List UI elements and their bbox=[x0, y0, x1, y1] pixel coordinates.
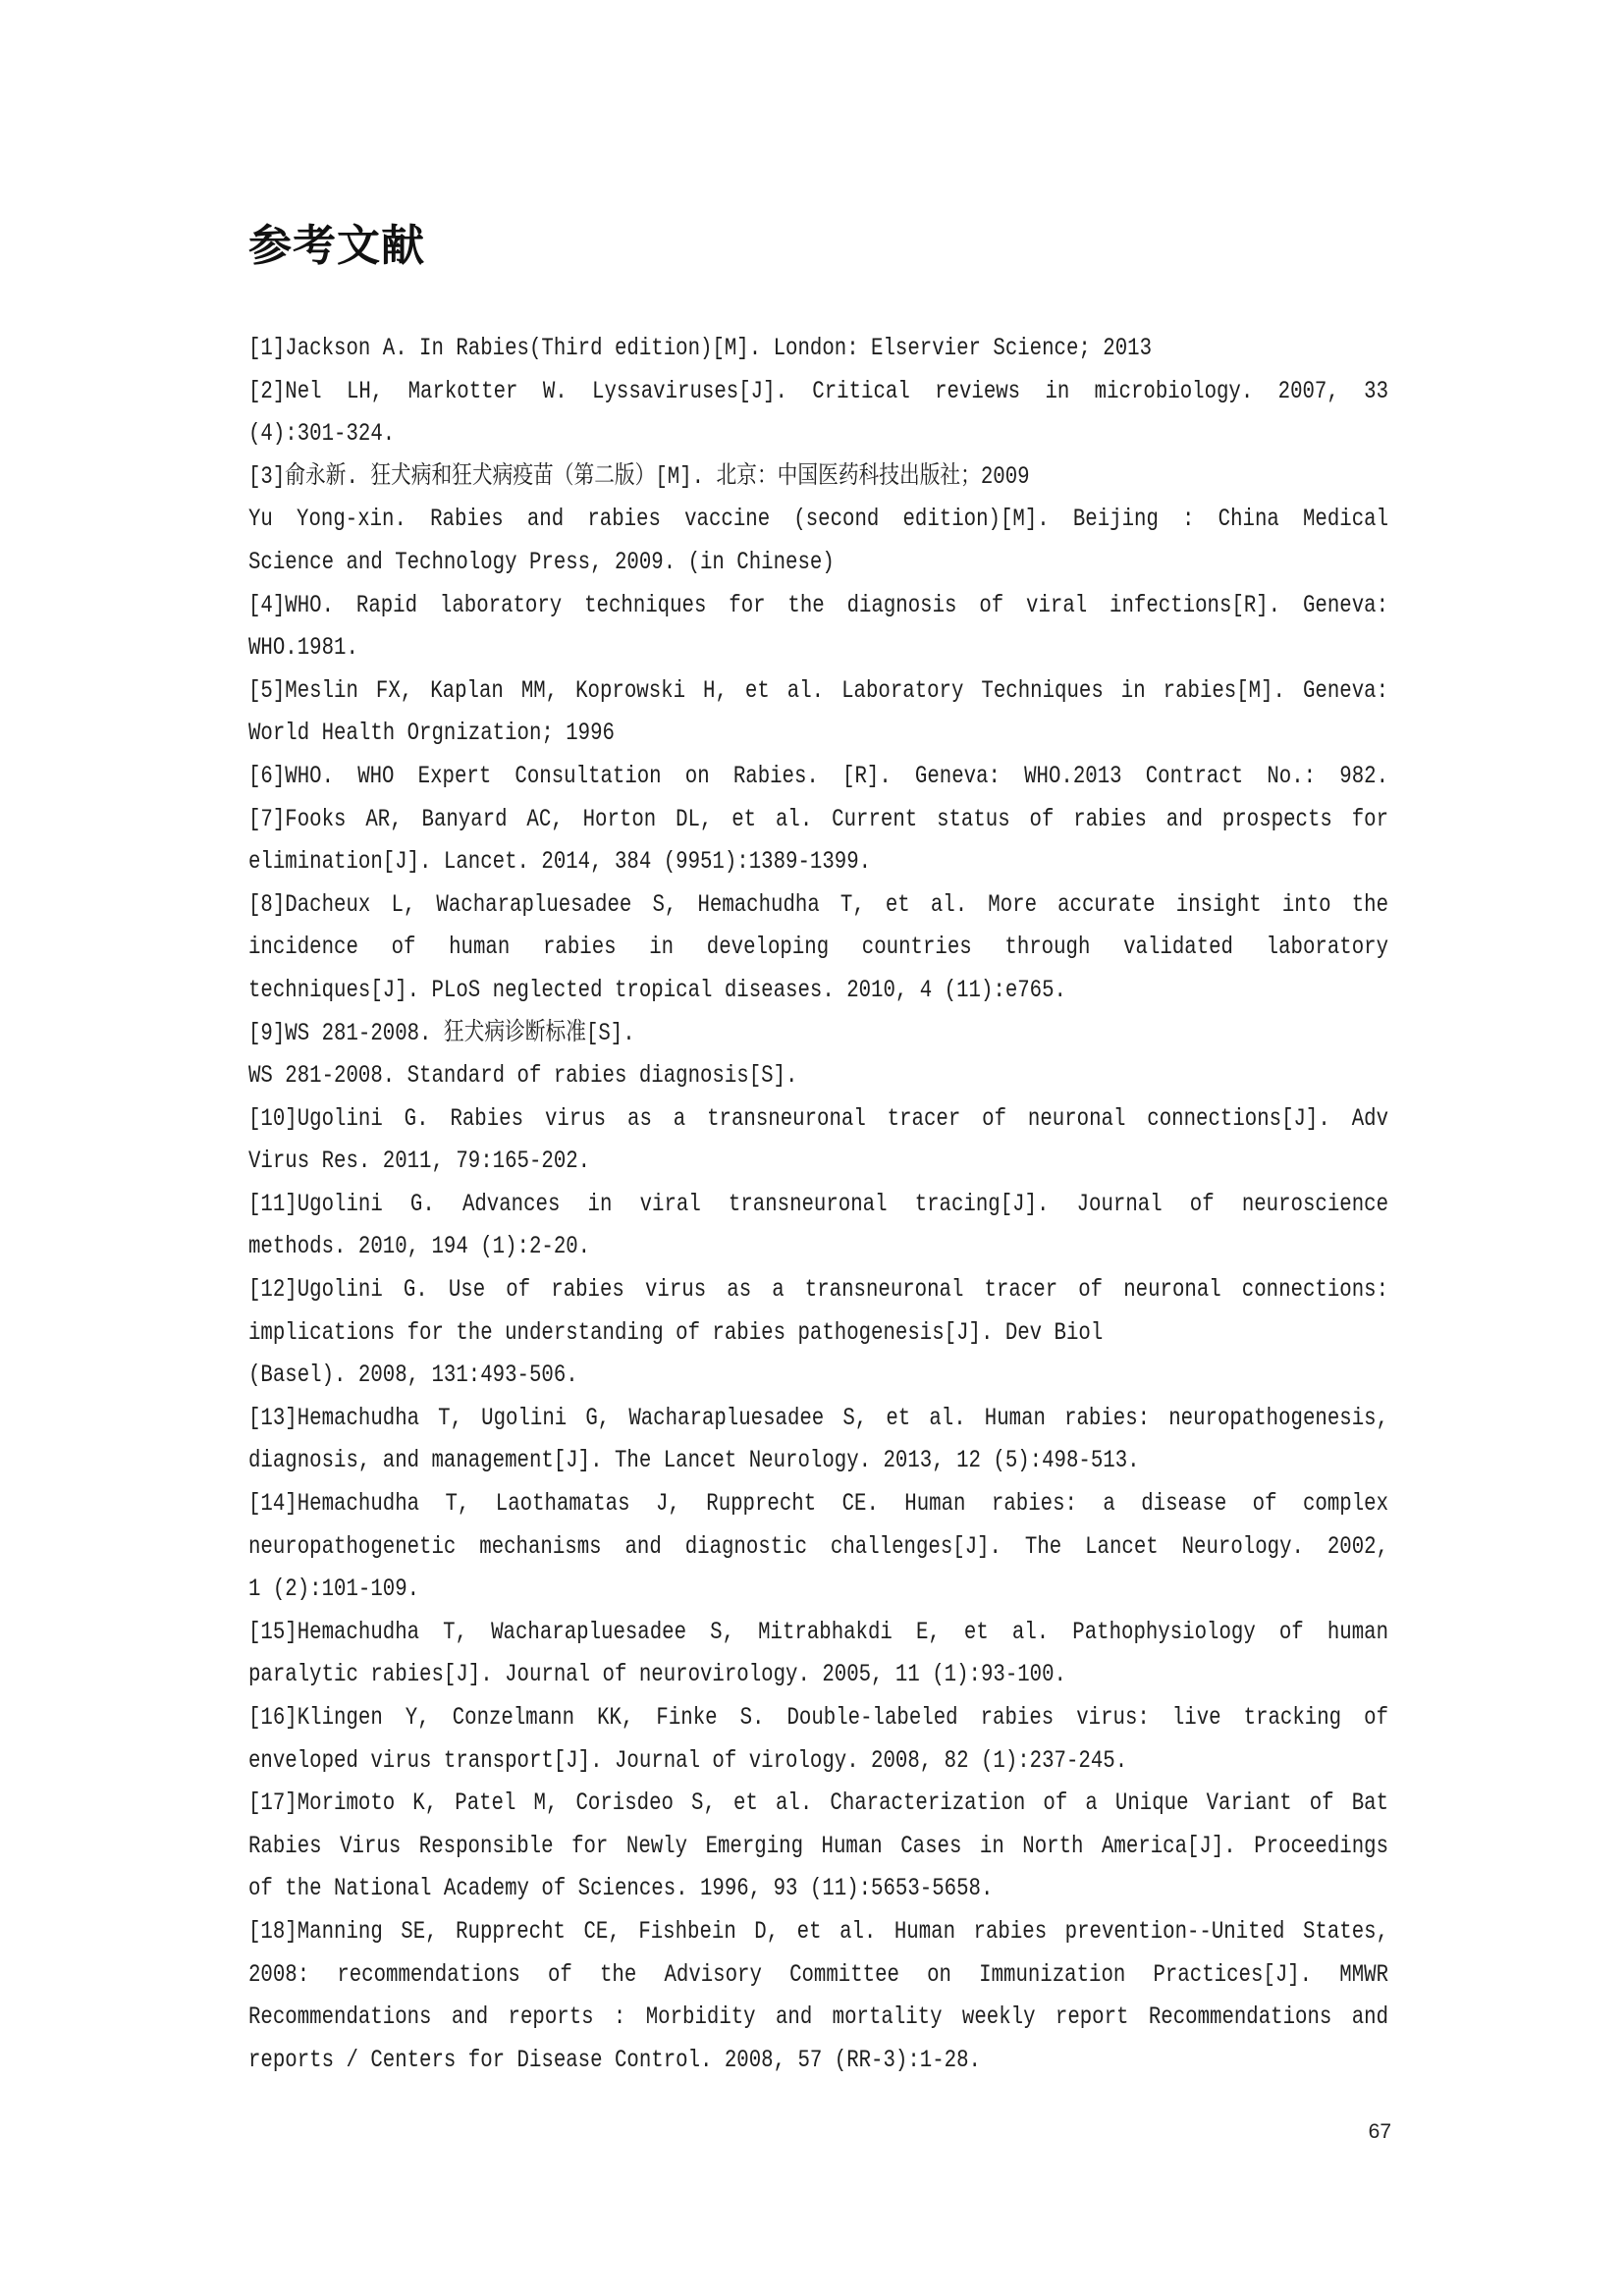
reference-line: [4]WHO. Rapid laboratory techniques for the diagnosis of viral infections[R]. Geneva: bbox=[248, 590, 1389, 619]
reference-entry bbox=[248, 1782, 1388, 1910]
references-heading: 参考文献 bbox=[248, 221, 425, 271]
page-number: 67 bbox=[1368, 2120, 1391, 2143]
reference-entry bbox=[248, 1268, 1388, 1397]
reference-entry bbox=[248, 455, 1388, 584]
reference-entry bbox=[248, 327, 1388, 370]
reference-entry bbox=[248, 584, 1388, 669]
reference-line: 1 (2):101-109. bbox=[248, 1575, 420, 1604]
reference-line: implications for the understanding of rabies pathogenesis[J]. Dev Biol bbox=[248, 1317, 1104, 1347]
reference-entry bbox=[248, 1482, 1388, 1611]
reference-line: [13]Hemachudha T, Ugolini G, Wacharapluesadee S, et al. Human rabies: neuropathogenesis, bbox=[248, 1403, 1389, 1432]
reference-line: [1]Jackson A. In Rabies(Third edition)[M]. London: Elservier Science; 2013 bbox=[248, 334, 1153, 362]
reference-line: [14]Hemachudha T, Laothamatas J, Rupprecht CE. Human rabies: a disease of complex bbox=[248, 1489, 1389, 1519]
reference-entry bbox=[248, 1097, 1388, 1183]
reference-line: methods. 2010, 194 (1):2-20. bbox=[248, 1232, 591, 1261]
reference-line: [6]WHO. WHO Expert Consultation on Rabies. [R]. Geneva: WHO.2013 Contract No.: 982. bbox=[248, 761, 1389, 790]
reference-line: elimination[J]. Lancet. 2014, 384 (9951):1389-1399. bbox=[248, 847, 872, 877]
reference-line: [2]Nel LH, Markotter W. Lyssaviruses[J]. Critical reviews in microbiology. 2007, 33 bbox=[248, 376, 1389, 405]
reference-line: [10]Ugolini G. Rabies virus as a transneuronal tracer of neuronal connections[J]. Adv bbox=[248, 1103, 1389, 1133]
reference-entry bbox=[248, 755, 1388, 798]
reference-line: 2008: recommendations of the Advisory Committee on Immunization Practices[J]. MMWR bbox=[248, 1959, 1389, 1989]
reference-line: [18]Manning SE, Rupprecht CE, Fishbein D, et al. Human rabies prevention--United States, bbox=[248, 1916, 1389, 1946]
reference-line: [7]Fooks AR, Banyard AC, Horton DL, et al. Current status of rabies and prospects for bbox=[248, 804, 1389, 833]
reference-line: diagnosis, and management[J]. The Lancet Neurology. 2013, 12 (5):498-513. bbox=[248, 1446, 1140, 1475]
reference-line: Recommendations and reports : Morbidity and mortality weekly report Recommendations and bbox=[248, 2002, 1389, 2032]
reference-line: paralytic rabies[J]. Journal of neurovirology. 2005, 11 (1):93-100. bbox=[248, 1660, 1066, 1689]
reference-line: neuropathogenetic mechanisms and diagnostic challenges[J]. The Lancet Neurology. 2002, bbox=[248, 1531, 1389, 1561]
reference-line: World Health Orgnization; 1996 bbox=[248, 719, 615, 748]
reference-line: Virus Res. 2011, 79:165-202. bbox=[248, 1147, 591, 1176]
reference-entry bbox=[248, 1611, 1388, 1696]
reference-line: incidence of human rabies in developing countries through validated laboratory bbox=[248, 933, 1389, 962]
reference-line: [12]Ugolini G. Use of rabies virus as a transneuronal tracer of neuronal connections: bbox=[248, 1275, 1389, 1305]
reference-entry bbox=[248, 1397, 1388, 1482]
reference-list bbox=[248, 327, 1388, 2081]
reference-entry bbox=[248, 798, 1388, 883]
reference-line: [9]WS 281-2008. 狂犬病诊断标准[S]. bbox=[248, 1018, 635, 1047]
reference-line: [3]俞永新. 狂犬病和狂犬病疫苗（第二版）[M]. 北京：中国医药科技出版社；2009 bbox=[248, 461, 1030, 491]
reference-line: [17]Morimoto K, Patel M, Corisdeo S, et al. Characterization of a Unique Variant of Bat bbox=[248, 1789, 1389, 1818]
reference-line: of the National Academy of Sciences. 1996, 93 (11):5653-5658. bbox=[248, 1874, 994, 1903]
reference-entry bbox=[248, 370, 1388, 455]
reference-line: [5]Meslin FX, Kaplan MM, Koprowski H, et al. Laboratory Techniques in rabies[M]. Geneva: bbox=[248, 675, 1389, 705]
reference-line: [15]Hemachudha T, Wacharapluesadee S, Mitrabhakdi E, et al. Pathophysiology of human bbox=[248, 1617, 1389, 1646]
reference-line: Science and Technology Press, 2009. (in Chinese) bbox=[248, 547, 835, 576]
reference-line: enveloped virus transport[J]. Journal of virology. 2008, 82 (1):237-245. bbox=[248, 1745, 1128, 1775]
reference-entry bbox=[248, 1183, 1388, 1268]
reference-line: [8]Dacheux L, Wacharapluesadee S, Hemachudha T, et al. More accurate insight into the bbox=[248, 889, 1389, 919]
reference-entry bbox=[248, 1012, 1388, 1097]
reference-line: WHO.1981. bbox=[248, 633, 358, 663]
reference-entry bbox=[248, 1696, 1388, 1782]
reference-line: reports / Centers for Disease Control. 2008, 57 (RR-3):1-28. bbox=[248, 2045, 981, 2074]
reference-line: [16]Klingen Y, Conzelmann KK, Finke S. Double-labeled rabies virus: live tracking of bbox=[248, 1703, 1389, 1732]
reference-line: [11]Ugolini G. Advances in viral transneuronal tracing[J]. Journal of neuroscience bbox=[248, 1189, 1389, 1218]
reference-line: (Basel). 2008, 131:493-506. bbox=[248, 1361, 578, 1390]
reference-line: techniques[J]. PLoS neglected tropical diseases. 2010, 4 (11):e765. bbox=[248, 975, 1066, 1004]
reference-entry bbox=[248, 883, 1388, 1012]
reference-line: Rabies Virus Responsible for Newly Emerging Human Cases in North America[J]. Proceedings bbox=[248, 1831, 1389, 1860]
reference-entry bbox=[248, 1910, 1388, 2081]
reference-entry bbox=[248, 669, 1388, 755]
reference-line: (4):301-324. bbox=[248, 419, 396, 449]
reference-line: WS 281-2008. Standard of rabies diagnosis[S]. bbox=[248, 1061, 798, 1091]
reference-line: Yu Yong-xin. Rabies and rabies vaccine (second edition)[M]. Beijing : China Medical bbox=[248, 505, 1389, 534]
